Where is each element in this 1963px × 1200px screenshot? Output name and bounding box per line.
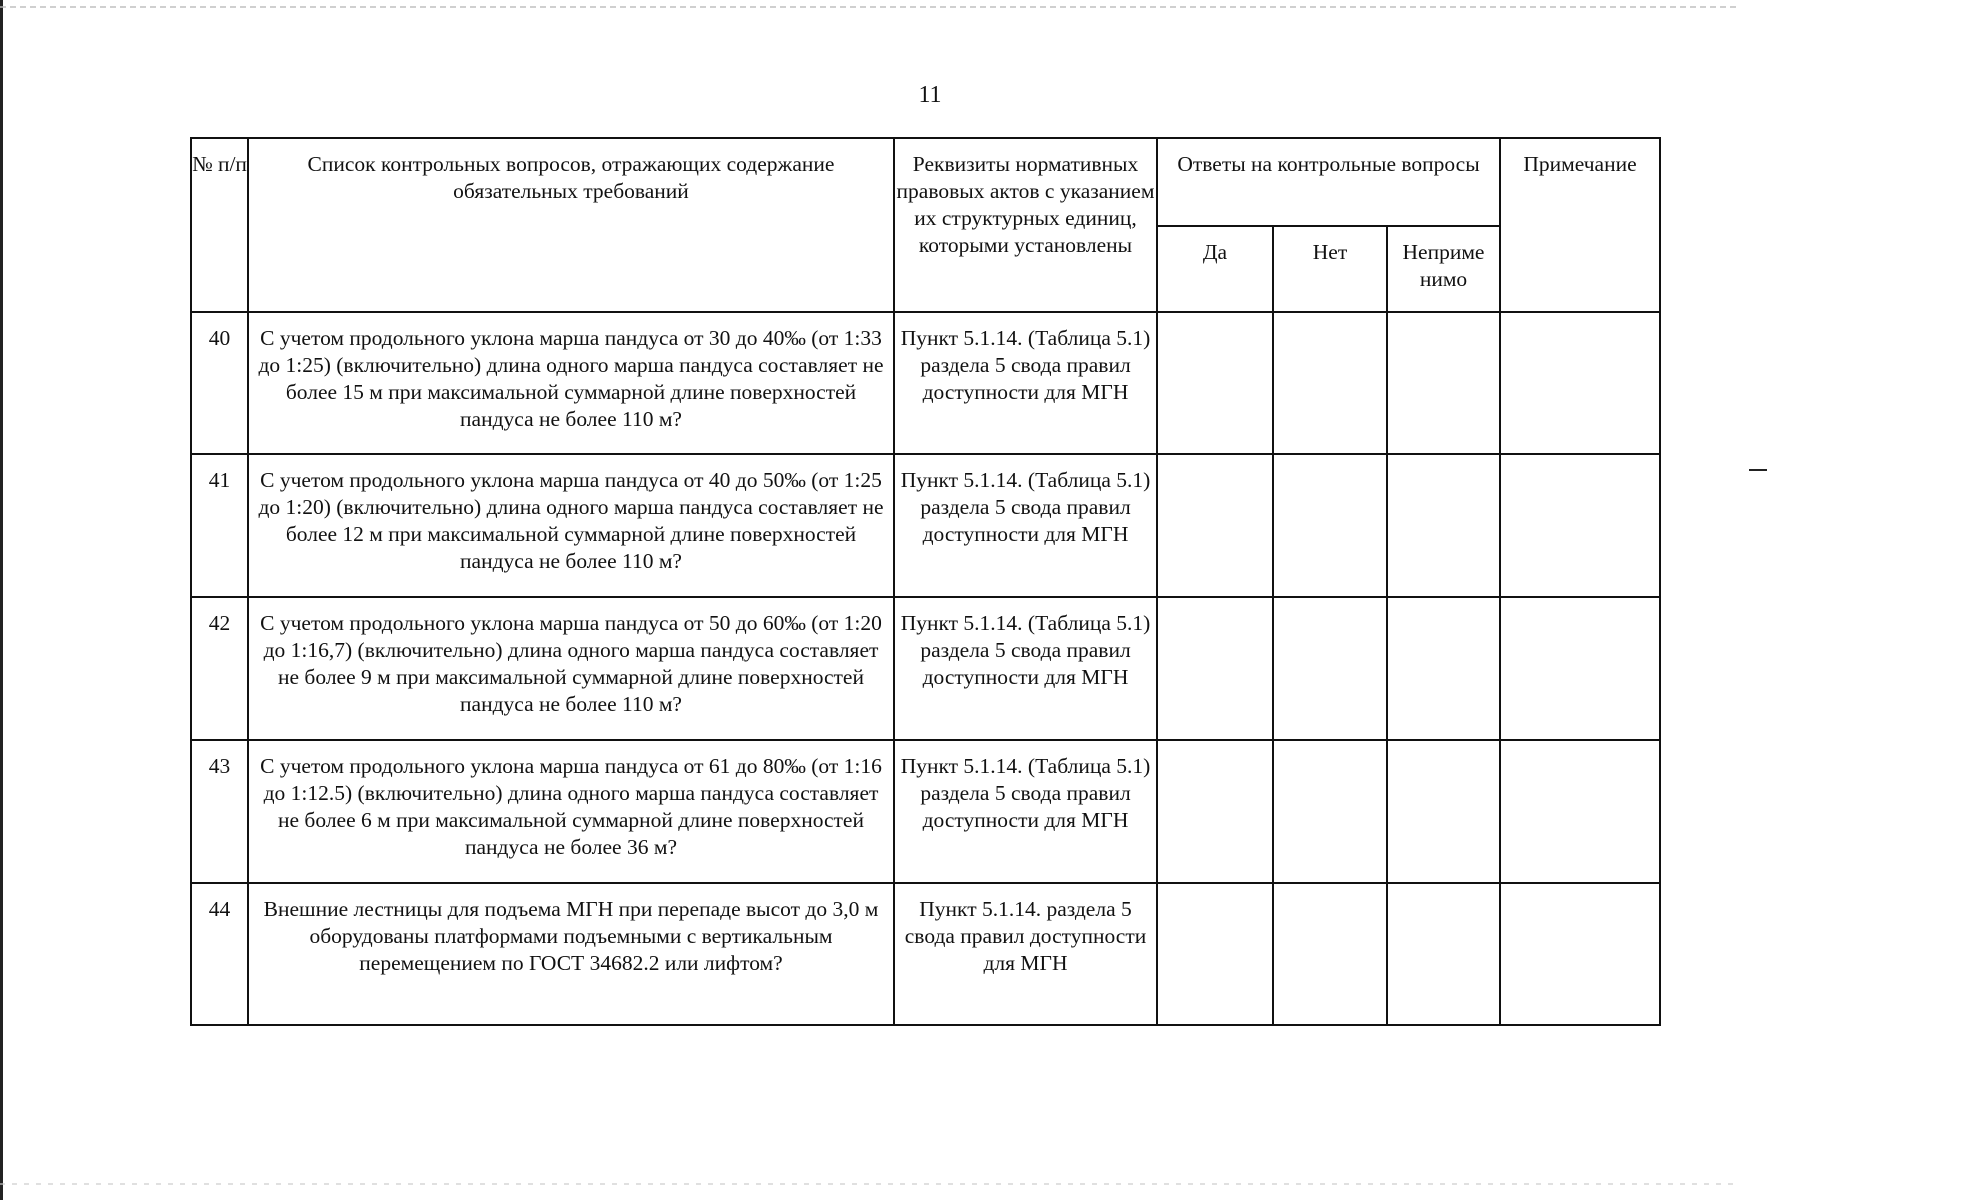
answer-yes-cell[interactable] bbox=[1157, 312, 1273, 454]
answer-yes-cell[interactable] bbox=[1157, 597, 1273, 740]
answer-no-cell[interactable] bbox=[1273, 597, 1387, 740]
note-cell[interactable] bbox=[1500, 883, 1660, 1025]
answer-yes-cell[interactable] bbox=[1157, 883, 1273, 1025]
header-yes: Да bbox=[1157, 226, 1273, 312]
row-number: 44 bbox=[191, 883, 248, 1025]
row-question: С учетом продольного уклона марша пандуса от 61 до 80‰ (от 1:16 до 1:12.5) (включительно) длина одного марша пандуса составляет не более 6 м при максимальной суммарной длине поверхностей пандуса не более 36 м? bbox=[248, 740, 894, 883]
scan-artifact-top bbox=[0, 6, 1740, 8]
answer-yes-cell[interactable] bbox=[1157, 454, 1273, 597]
page-number: 11 bbox=[918, 82, 942, 108]
table-row bbox=[191, 740, 1660, 883]
row-requisites: Пункт 5.1.14. (Таблица 5.1) раздела 5 свода правил доступности для МГН bbox=[894, 597, 1157, 740]
note-cell[interactable] bbox=[1500, 312, 1660, 454]
answer-no-cell[interactable] bbox=[1273, 454, 1387, 597]
row-requisites: Пункт 5.1.14. (Таблица 5.1) раздела 5 свода правил доступности для МГН bbox=[894, 312, 1157, 454]
header-num: № п/п bbox=[191, 138, 248, 312]
row-number: 42 bbox=[191, 597, 248, 740]
answer-na-cell[interactable] bbox=[1387, 454, 1500, 597]
row-requisites: Пункт 5.1.14. раздела 5 свода правил доступности для МГН bbox=[894, 883, 1157, 1025]
answer-na-cell[interactable] bbox=[1387, 740, 1500, 883]
row-question: Внешние лестницы для подъема МГН при перепаде высот до 3,0 м оборудованы платформами подъемными с вертикальным перемещением по ГОСТ 34682.2 или лифтом? bbox=[248, 883, 894, 1025]
header-requisites bbox=[894, 138, 1157, 312]
table-row bbox=[191, 597, 1660, 740]
scan-border-left bbox=[0, 0, 3, 1200]
header-no: Нет bbox=[1273, 226, 1387, 312]
answer-na-cell[interactable] bbox=[1387, 312, 1500, 454]
header-note: Примечание bbox=[1500, 138, 1660, 312]
row-requisites: Пункт 5.1.14. (Таблица 5.1) раздела 5 свода правил доступности для МГН bbox=[894, 454, 1157, 597]
header-requisites-text: Реквизиты нормативных правовых актов с указанием их структурных единиц, которыми установлены bbox=[896, 152, 1155, 257]
note-cell[interactable] bbox=[1500, 597, 1660, 740]
row-question: С учетом продольного уклона марша пандуса от 30 до 40‰ (от 1:33 до 1:25) (включительно) длина одного марша пандуса составляет не более 15 м при максимальной суммарной длине поверхностей пандуса не более 110 м? bbox=[248, 312, 894, 454]
answer-na-cell[interactable] bbox=[1387, 883, 1500, 1025]
row-question: С учетом продольного уклона марша пандуса от 50 до 60‰ (от 1:20 до 1:16,7) (включительно) длина одного марша пандуса составляет не более 9 м при максимальной суммарной длине поверхностей пандуса не более 110 м? bbox=[248, 597, 894, 740]
row-requisites: Пункт 5.1.14. (Таблица 5.1) раздела 5 свода правил доступности для МГН bbox=[894, 740, 1157, 883]
note-cell[interactable] bbox=[1500, 740, 1660, 883]
table-row bbox=[191, 454, 1660, 597]
row-question: С учетом продольного уклона марша пандуса от 40 до 50‰ (от 1:25 до 1:20) (включительно) длина одного марша пандуса составляет не более 12 м при максимальной суммарной длине поверхностей пандуса не более 110 м? bbox=[248, 454, 894, 597]
row-number: 43 bbox=[191, 740, 248, 883]
answer-no-cell[interactable] bbox=[1273, 740, 1387, 883]
answer-na-cell[interactable] bbox=[1387, 597, 1500, 740]
header-not-applicable: Неприме нимо bbox=[1387, 226, 1500, 312]
answer-no-cell[interactable] bbox=[1273, 883, 1387, 1025]
table-row bbox=[191, 883, 1660, 1025]
row-number: 41 bbox=[191, 454, 248, 597]
scan-artifact-bottom bbox=[0, 1183, 1740, 1185]
answer-yes-cell[interactable] bbox=[1157, 740, 1273, 883]
header-question: Список контрольных вопросов, отражающих содержание обязательных требований bbox=[248, 138, 894, 312]
checklist-table bbox=[190, 137, 1661, 1026]
header-answers: Ответы на контрольные вопросы bbox=[1157, 138, 1500, 226]
row-number: 40 bbox=[191, 312, 248, 454]
note-cell[interactable] bbox=[1500, 454, 1660, 597]
answer-no-cell[interactable] bbox=[1273, 312, 1387, 454]
table-row bbox=[191, 312, 1660, 454]
margin-dash-mark bbox=[1749, 469, 1767, 471]
